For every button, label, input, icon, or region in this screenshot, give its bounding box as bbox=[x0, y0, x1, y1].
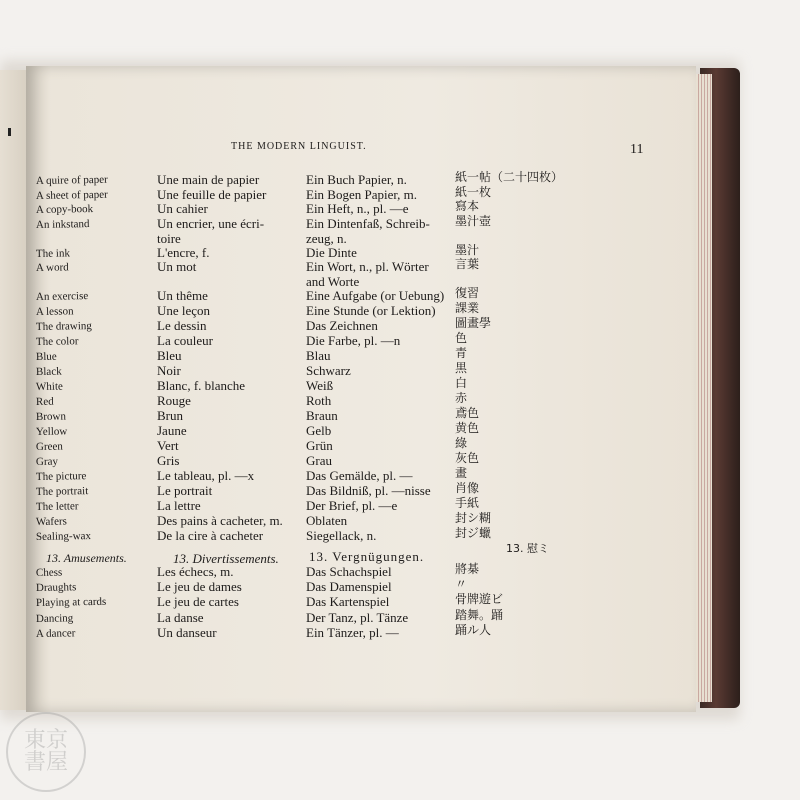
entry-english: An exercise bbox=[35, 290, 89, 303]
entry-japanese: 綠 bbox=[455, 436, 468, 450]
entry-english: Gray bbox=[35, 455, 59, 468]
entry-japanese: 赤 bbox=[455, 391, 468, 405]
section-heading-japanese: 13. 慰ミ bbox=[506, 542, 549, 555]
entry-english: Yellow bbox=[35, 425, 68, 438]
entry-french: De la cire à cacheter bbox=[157, 528, 264, 543]
entry-french: Un cahier bbox=[157, 201, 208, 216]
section-heading-german: 13. Vergnügungen. bbox=[309, 549, 425, 564]
entry-german: Roth bbox=[306, 393, 332, 408]
entry-german: Schwarz bbox=[306, 363, 351, 378]
entry-german: and Worte bbox=[306, 274, 360, 289]
entry-french: Noir bbox=[157, 363, 181, 378]
entry-french: Brun bbox=[157, 408, 183, 423]
entry-german: Grün bbox=[306, 438, 333, 453]
entry-french: Blanc, f. blanche bbox=[157, 378, 246, 393]
entry-german: Der Brief, pl. —e bbox=[306, 498, 398, 513]
entry-english: The drawing bbox=[35, 320, 92, 333]
entry-japanese: 圖畫學 bbox=[455, 316, 492, 330]
entry-english: A copy-book bbox=[35, 203, 94, 216]
entry-japanese: 封シ糊 bbox=[455, 511, 492, 525]
entry-japanese: 課業 bbox=[455, 301, 480, 315]
entry-japanese: 寫本 bbox=[455, 199, 480, 213]
entry-french: toire bbox=[157, 231, 181, 246]
entry-english: Brown bbox=[35, 410, 67, 423]
entry-french: Le tableau, pl. —x bbox=[157, 468, 255, 483]
entry-english: The picture bbox=[35, 470, 87, 483]
entry-german: Ein Wort, n., pl. Wörter bbox=[306, 259, 429, 274]
entry-german: Blau bbox=[306, 348, 331, 363]
entry-english: A dancer bbox=[35, 627, 76, 640]
entry-french: Un mot bbox=[157, 259, 197, 274]
entry-german: Das Damenspiel bbox=[306, 579, 392, 594]
entry-japanese: 紙一枚 bbox=[455, 185, 492, 199]
entry-japanese: 色 bbox=[455, 331, 468, 345]
entry-german: zeug, n. bbox=[306, 231, 347, 246]
entry-french: Le portrait bbox=[157, 483, 213, 498]
entry-english: Black bbox=[35, 365, 62, 378]
entry-french: Des pains à cacheter, m. bbox=[157, 513, 283, 528]
entry-japanese: 將棊 bbox=[455, 562, 480, 576]
entry-english: A word bbox=[35, 261, 69, 274]
entry-english: Sealing-wax bbox=[35, 530, 92, 543]
entry-japanese: 白 bbox=[455, 376, 468, 390]
entry-french: L'encre, f. bbox=[157, 245, 210, 260]
entry-english: Blue bbox=[35, 350, 57, 363]
entry-japanese: 肖像 bbox=[455, 481, 480, 495]
entry-german: Siegellack, n. bbox=[306, 528, 377, 543]
entry-english: The ink bbox=[35, 247, 71, 260]
entry-japanese: 墨汁壺 bbox=[455, 214, 492, 228]
entry-japanese: 黄色 bbox=[455, 421, 480, 435]
entry-french: Jaune bbox=[157, 423, 187, 438]
entry-german: Die Farbe, pl. —n bbox=[306, 333, 401, 348]
entry-japanese: 青 bbox=[455, 346, 468, 360]
entry-japanese: 言葉 bbox=[455, 257, 480, 271]
entry-english: Green bbox=[35, 440, 63, 453]
page-number: 11 bbox=[630, 142, 644, 157]
entry-english: A sheet of paper bbox=[35, 188, 108, 202]
entry-english: Wafers bbox=[35, 515, 67, 528]
entry-german: Gelb bbox=[306, 423, 332, 438]
entry-japanese: 封ジ蠟 bbox=[455, 526, 492, 540]
entry-french: Vert bbox=[157, 438, 179, 453]
entry-french: Une main de papier bbox=[157, 172, 260, 187]
entry-german: Das Schachspiel bbox=[306, 564, 392, 579]
entry-english: Dancing bbox=[35, 612, 74, 625]
entry-french: Une feuille de papier bbox=[157, 187, 267, 202]
running-head: THE MODERN LINGUIST. bbox=[231, 141, 367, 152]
entry-japanese: 紙一帖（二十四枚） bbox=[455, 170, 564, 184]
entry-german: Grau bbox=[306, 453, 332, 468]
bookseller-stamp-watermark: 東京 書屋 bbox=[6, 712, 86, 792]
entry-english: A lesson bbox=[35, 305, 74, 318]
entry-french: Le dessin bbox=[157, 318, 207, 333]
entry-japanese: 踊ル人 bbox=[455, 623, 492, 637]
entry-japanese: 鳶色 bbox=[455, 406, 480, 420]
entry-english: Red bbox=[35, 395, 54, 408]
entry-english: An inkstand bbox=[35, 218, 90, 231]
entry-english: The color bbox=[35, 335, 79, 348]
entry-german: Ein Heft, n., pl. —e bbox=[306, 201, 409, 216]
entry-french: Rouge bbox=[157, 393, 191, 408]
entry-japanese: 復習 bbox=[455, 286, 480, 300]
section-heading-french: 13. Divertissements. bbox=[173, 551, 279, 566]
entry-english: The letter bbox=[35, 500, 79, 513]
entry-french: Le jeu de cartes bbox=[157, 594, 239, 609]
entry-japanese: 墨汁 bbox=[455, 243, 480, 257]
entry-german: Weiß bbox=[306, 378, 334, 393]
entry-french: La lettre bbox=[157, 498, 201, 513]
entry-german: Ein Buch Papier, n. bbox=[306, 172, 407, 187]
entry-japanese: 踏舞。踊 bbox=[455, 608, 504, 622]
entry-french: Un encrier, une écri- bbox=[157, 216, 265, 231]
entry-french: Gris bbox=[157, 453, 180, 468]
entry-japanese: 手紙 bbox=[455, 496, 480, 510]
entry-german: Der Tanz, pl. Tänze bbox=[306, 610, 409, 625]
entry-french: La danse bbox=[157, 610, 204, 625]
entry-french: Un thême bbox=[157, 288, 208, 303]
entry-japanese: 骨牌遊ビ bbox=[455, 592, 504, 606]
entry-french: Un danseur bbox=[157, 625, 217, 640]
entry-english: Playing at cards bbox=[35, 595, 107, 609]
entry-german: Die Dinte bbox=[306, 245, 357, 260]
entry-french: La couleur bbox=[157, 333, 213, 348]
entry-french: Les échecs, m. bbox=[157, 564, 234, 579]
entry-english: Chess bbox=[35, 566, 63, 579]
entry-french: Une leçon bbox=[157, 303, 211, 318]
entry-german: Ein Tänzer, pl. — bbox=[306, 625, 399, 640]
entry-german: Das Bildniß, pl. —nisse bbox=[306, 483, 431, 498]
entry-german: Das Kartenspiel bbox=[306, 594, 390, 609]
entry-english: The portrait bbox=[35, 485, 89, 498]
entry-german: Eine Stunde (or Lektion) bbox=[306, 303, 436, 318]
entry-french: Le jeu de dames bbox=[157, 579, 242, 594]
entry-german: Ein Dintenfaß, Schreib- bbox=[306, 216, 430, 231]
entry-german: Braun bbox=[306, 408, 338, 423]
entry-japanese: 黒 bbox=[455, 361, 468, 375]
section-heading-english: 13. Amusements. bbox=[46, 551, 127, 565]
entry-english: White bbox=[35, 380, 63, 393]
entry-japanese: 畫 bbox=[455, 466, 468, 480]
page-mark bbox=[8, 128, 11, 136]
entry-japanese: 〃 bbox=[455, 577, 468, 591]
entry-german: Oblaten bbox=[306, 513, 348, 528]
entry-german: Das Gemälde, pl. — bbox=[306, 468, 413, 483]
entry-english: Draughts bbox=[35, 581, 77, 594]
entry-german: Ein Bogen Papier, m. bbox=[306, 187, 418, 202]
entry-japanese: 灰色 bbox=[455, 451, 480, 465]
entry-german: Eine Aufgabe (or Uebung) bbox=[306, 288, 445, 303]
entry-english: A quire of paper bbox=[35, 173, 108, 187]
entry-german: Das Zeichnen bbox=[306, 318, 378, 333]
entry-french: Bleu bbox=[157, 348, 182, 363]
